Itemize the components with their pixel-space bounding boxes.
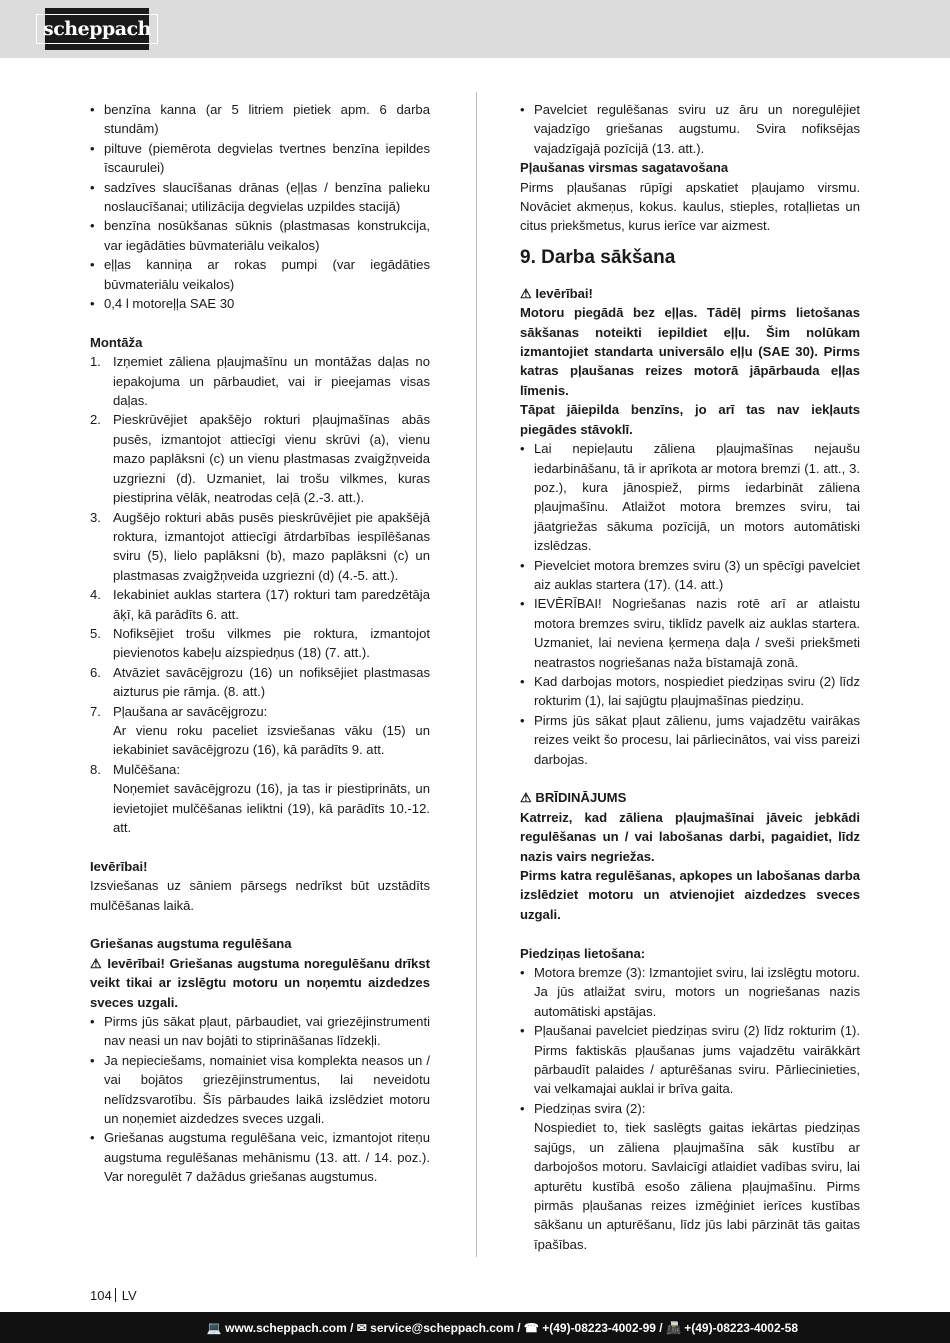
list-item: • Pavelciet regulēšanas sviru uz āru un noregulējiet vajadzīgo griešanas augstumu. Svira nofiksējas vajadzīgajā pozīcijā (13. att.). [520, 100, 860, 158]
page-header [0, 0, 950, 58]
list-item: • benzīna kanna (ar 5 litriem pietiek apm. 6 darba stundām) [90, 100, 430, 139]
list-item: • Piedziņas svira (2): Nospiediet to, tiek saslēgts gaitas iekārtas piedziņas sajūgs, un zāliena pļaujmašīna sāk kustību ar darbojošos motoru. Savlaicīgi atlaidiet vadības sviru, lai apturētu kustībā esošo zāliena pļaujmašīnu. Pirms pirmās pļaušanas reizes izmēģiniet ierīces kustības sākšanu un apturēšanu, līdz jūs labi pārzināt tās gaitas īpašības. [520, 1099, 860, 1254]
list-item: • Griešanas augstuma regulēšana veic, izmantojot riteņu augstuma regulēšanas mehānismu (13. att. / 14. poz.). Var noregulēt 7 dažādus griešanas augstumus. [90, 1128, 430, 1186]
list-item: 6. Atvāziet savācējgrozu (16) un nofiksējiet plastmasas aizturus pie rāmja. (8. att.) [90, 664, 430, 700]
montaza-heading: Montāža [90, 334, 143, 350]
list-item: 7. Pļaušana ar savācējgrozu: Ar vienu roku paceliet izsviešanas vāku (15) un iekabiniet savācējgrozu (16), kā parādīts 9. att. [90, 703, 430, 758]
montaza-steps [90, 352, 430, 837]
oil-notice: Motoru piegādā bez eļļas. Tādēļ pirms lietošanas sākšanas noteikti iepildiet eļļu. Šim nolūkam izmantojiet standarta universālo eļļu (SAE 30). Pirms katras pļaušanas reizes motorā jāpārbauda eļļas līmenis. [520, 305, 860, 398]
adjust-list [520, 100, 860, 158]
list-item: • sadzīves slaucīšanas drānas (eļļas / benzīna palieku noslaucīšanai; utilizācija degvielas uzpildes stacijā) [90, 178, 430, 217]
column-divider [476, 92, 477, 1257]
list-item: • Lai nepieļautu zāliena pļaujmašīnas nejaušu iedarbināšanu, tā ir aprīkota ar motora bremzi (1. att., 3. poz.), kura jānospiež, pirms iedarbināt zāliena pļaujmašīnu. Atlaižot motora bremzes sviru, tai jāatgriežas sākuma pozīcijā, un motors automātiski izslēdzas. [520, 439, 860, 555]
piedzinas-list [520, 963, 860, 1254]
warning-icon: ⚠ [520, 790, 532, 806]
list-item: • Pievelciet motora bremzes sviru (3) un spēcīgi pavelciet aiz auklas startera (17). (14. att.) [520, 556, 860, 595]
list-item: 1. Izņemiet zāliena pļaujmašīnu un montāžas daļas no iepakojuma un pārbaudiet, vai ir pieejamas visas daļas. [90, 354, 430, 409]
list-item: • IEVĒRĪBAI! Nogriešanas nazis rotē arī ar atlaistu motora bremzes sviru, tiklīdz pavelk aiz auklas startera. Uzmaniet, lai neviena ķermeņa daļa / sveši priekšmeti neatrastos nogriešanas naža bīstamajā zonā. [520, 594, 860, 672]
list-item: • Pirms jūs sākat pļaut zālienu, jums vajadzētu vairākas reizes veikt šo procesu, lai pārliecinātos, vai viss pareizi darbojas. [520, 711, 860, 769]
right-column [520, 100, 860, 1254]
page-number: 104 LV [90, 1288, 137, 1303]
equipment-list [90, 100, 430, 313]
contact-line: 💻 www.scheppach.com / ✉ service@scheppach.com / ☎ +(49)-08223-4002-99 / 📠 +(49)-08223-4002-58 [206, 1320, 798, 1335]
list-item: • Pļaušanai pavelciet piedziņas sviru (2) līdz rokturim (1). Pirms faktiskās pļaušanas jums vajadzētu vairākkārt pārbaudīt palaides / apturēšanas sviru. Pārliecinieties, vai velkamajai auklai ir brīva gaita. [520, 1021, 860, 1099]
list-item: • Pirms jūs sākat pļaut, pārbaudiet, vai griezējinstrumenti nav neasi un nav bojāti to stiprināšanas līdzekļi. [90, 1012, 430, 1051]
piedzinas-heading: Piedziņas lietošana: [520, 945, 646, 961]
bridinajums-text-1: Katrreiz, kad zāliena pļaujmašīnai jāveic jebkādi regulēšanas un / vai labošanas darbi, pagaidiet, līdz nazis vairs negriežas. [520, 809, 860, 864]
ieverib-text: Izsviešanas uz sāniem pārsegs nedrīkst būt uzstādīts mulčēšanas laikā. [90, 878, 430, 913]
list-item: • Kad darbojas motors, nospiediet piedziņas sviru (2) līdz rokturim (1), lai sajūgtu pļaujmašīnas piedziņu. [520, 672, 860, 711]
list-item: • eļļas kanniņa ar rokas pumpi (var iegādāties būvmateriālu veikalos) [90, 255, 430, 294]
bridinajums-heading: ⚠ BRĪDINĀJUMS [520, 790, 627, 806]
list-item: 3. Augšējo rokturi abās pusēs pieskrūvējiet pie apakšējā roktura, izmantojot attiecīgi ātrdarbības iespīlēšanas sviru (5), lielo paplāksni (b), mazo paplāksni (c) un plastmasas zvaigžņveida uzgriezni (d) (4.-5. att.). [90, 509, 430, 583]
list-item: • benzīna nosūkšanas sūknis (plastmasas konstrukcija, var iegādāties būvmateriālu veikalos) [90, 216, 430, 255]
contact-bar [0, 1312, 950, 1343]
ieverib-heading: Ievērībai! [90, 858, 148, 874]
virsmas-heading: Pļaušanas virsmas sagatavošana [520, 160, 729, 176]
warning-icon: ⚠ [520, 285, 532, 301]
list-item: • 0,4 l motoreļļa SAE 30 [90, 294, 430, 313]
list-item: • Ja nepieciešams, nomainiet visa komplekta neasos un / vai bojātos griezējinstrumentus, lai neveidotu nelīdzsvarotību. Šīs pārbaudes laikā izslēdziet motoru un noņemiet aizdedzes sveces uzgali. [90, 1051, 430, 1129]
start-list [520, 439, 860, 769]
list-item: • piltuve (piemērota degvielas tvertnes benzīna iepildes īscaurulei) [90, 139, 430, 178]
virsmas-text: Pirms pļaušanas rūpīgi apskatiet pļaujamo virsmu. Novāciet akmeņus, kokus. kaulus, stieples, rotaļlietas un citus priekšmetus, kurus ierīce var aizmest. [520, 179, 860, 234]
list-item: 4. Iekabiniet auklas startera (17) rokturi tam paredzētāja āķī, kā parādīts 6. att. [90, 587, 430, 622]
scheppach-logo [45, 8, 149, 50]
bridinajums-text-2: Pirms katra regulēšanas, apkopes un labošanas darba izslēdziet motoru un atvienojiet aizdedzes sveces uzgali. [520, 868, 860, 922]
ieverib-heading: ⚠ Ievērībai! [520, 285, 593, 301]
fuel-notice: Tāpat jāiepilda benzīns, jo arī tas nav iekļauts piegādes stāvoklī. [520, 402, 860, 437]
left-column [90, 100, 430, 1187]
section-title: 9. Darba sākšana [520, 246, 676, 268]
warning-icon: ⚠ [90, 955, 103, 971]
list-item: • Motora bremze (3): Izmantojiet sviru, lai izslēgtu motoru. Ja jūs atlaižat sviru, motors un nogriešanas nazis automātiski apstājas. [520, 963, 860, 1021]
griesanas-warning: ⚠ Ievērībai! Griešanas augstuma noregulēšanu drīkst veikt tikai ar izslēgtu motoru un noņemtu aizdedzes sveces uzgali. [90, 955, 430, 1010]
griesanas-heading: Griešanas augstuma regulēšana [90, 936, 292, 952]
list-item: 5. Nofiksējiet trošu vilkmes pie roktura, izmantojot pievienotos kabeļu aizspiedņus (18) (7. att.). [90, 625, 430, 661]
list-item: 2. Pieskrūvējiet apakšējo rokturi pļaujmašīnas abās pusēs, izmantojot attiecīgi vienu skrūvi (a), vienu mazo paplāksni (c) un vienu plastmasas zvaigžņveida uzgriezni (d). Uzmaniet, lai trošu vilkmes, kuras piestiprina vēlāk, neatrodas ceļā (2.-3. att.). [90, 412, 430, 506]
griesanas-list [90, 1012, 430, 1187]
list-item: 8. Mulčēšana: Noņemiet savācējgrozu (16), ja tas ir piestiprināts, un ievietojiet mulčēšanas ieliktni (19), kā parādīts 10.-12. att. [90, 761, 430, 836]
logo-text: scheppach [36, 14, 158, 44]
